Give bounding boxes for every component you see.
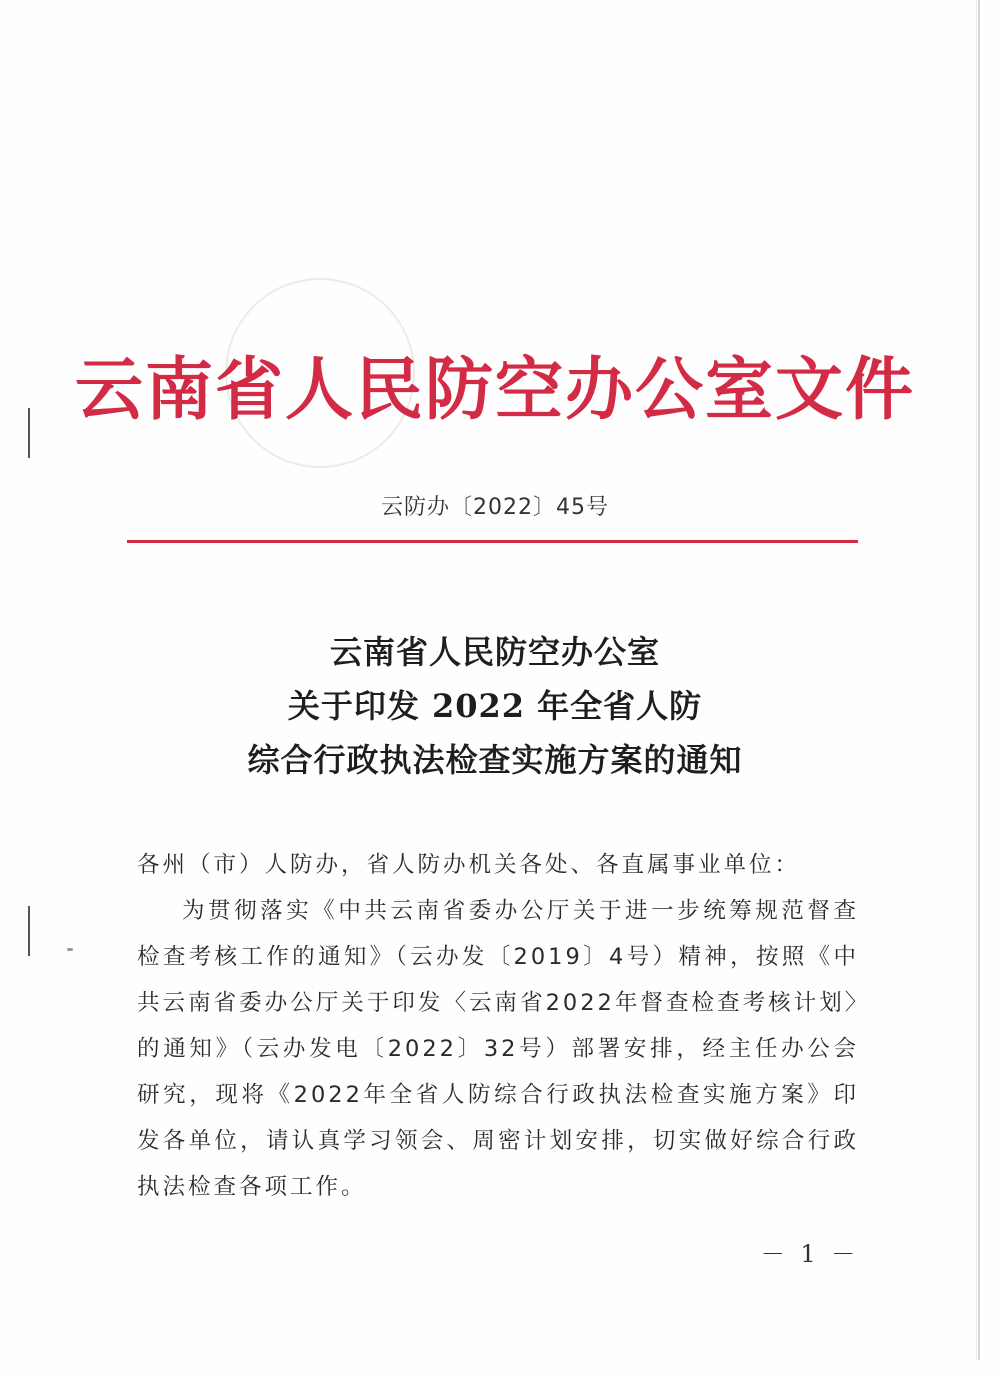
page-number: － 1 － <box>760 1240 860 1268</box>
scan-speck <box>67 948 73 951</box>
red-separator-rule <box>127 540 858 543</box>
binding-mark-bottom <box>28 906 30 956</box>
title-line-2: 关于印发 2022 年全省人防 <box>287 687 703 725</box>
document-issuer-header: 云南省人民防空办公室文件 <box>74 351 915 430</box>
title-line-1: 云南省人民防空办公室 <box>329 633 660 671</box>
notice-body <box>137 842 859 1210</box>
notice-title <box>0 625 990 787</box>
body-paragraph: 为贯彻落实《中共云南省委办公厅关于进一步统筹规范督查检查考核工作的通知》（云办发〔2019〕4号）精神，按照《中共云南省委办公厅关于印发〈云南省2022年督查检查考核计划〉的通知》（云办发电〔2022〕32号）部署安排，经主任办公会研究，现将《2022年全省人防综合行政执法检查实施方案》印发各单位，请认真学习领会、周密计划安排，切实做好综合行政执法检查各项工作。 <box>137 898 859 1200</box>
salutation: 各州（市）人防办，省人防办机关各处、各直属事业单位： <box>137 852 801 878</box>
document-number: 云防办〔2022〕45号 <box>381 495 609 520</box>
title-line-3: 综合行政执法检查实施方案的通知 <box>247 741 743 779</box>
